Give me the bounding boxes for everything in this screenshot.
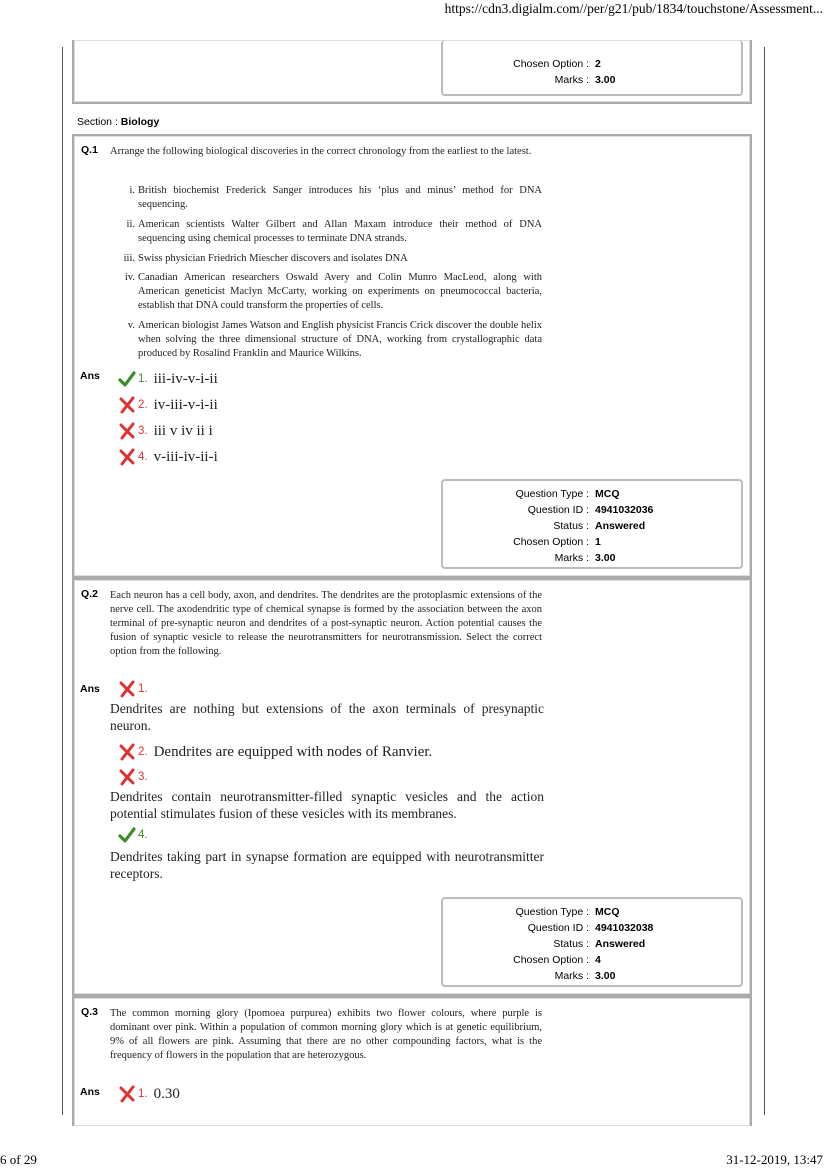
check-icon — [118, 826, 136, 844]
option-number: 4. — [138, 451, 148, 463]
cross-icon — [118, 448, 136, 466]
question-type-value: MCQ — [595, 906, 620, 918]
chosen-option-value: 4 — [595, 954, 601, 966]
list-item-text: American biologist James Watson and English physicist Francis Crick discover the double helix when solving the three dimensional structure of DNA, working from crystallographic data produced by Rosalind Franklin and Maurice Wilkins. — [138, 320, 542, 359]
list-item-text: Swiss physician Friedrich Miescher discovers and isolates DNA — [138, 253, 408, 264]
section-name: Biology — [120, 116, 160, 128]
status-label: Status : — [553, 938, 589, 950]
option-row — [118, 742, 432, 762]
list-item-text: British biochemist Frederick Sanger introduces his ‘plus and minus’ method for DNA sequencing. — [138, 185, 542, 210]
question-id-value: 4941032036 — [595, 504, 654, 516]
chosen-option-value: 1 — [595, 536, 601, 548]
option-number: 3. — [138, 425, 148, 437]
option-row — [118, 767, 148, 787]
page-number: 6 of 29 — [0, 1152, 37, 1167]
check-icon — [118, 370, 136, 388]
section-title — [77, 116, 159, 128]
cross-icon — [118, 422, 136, 440]
list-item-number: iii. — [123, 253, 135, 264]
option-row — [118, 395, 218, 415]
marks-label: Marks : — [554, 970, 589, 982]
chosen-option-value: 2 — [595, 58, 601, 70]
ans-label: Ans — [80, 1086, 100, 1098]
option-text: v-iii-iv-ii-i — [153, 449, 218, 465]
list-item-number: v. — [127, 320, 135, 331]
status-value: Answered — [595, 520, 646, 532]
prev-info-box — [441, 40, 743, 96]
option-row — [118, 1084, 180, 1104]
question-number: Q.1 — [81, 144, 98, 156]
list-item-text: Canadian American researchers Oswald Avery and Colin Munro MacLeod, along with American geneticist Maclyn McCarty, working on experiments on pneumococcal bacteria, establish that DNA could transform the properties of cells. — [138, 272, 542, 311]
cross-icon — [118, 396, 136, 414]
question-id-label: Question ID : — [527, 922, 589, 934]
option-text: Dendrites are nothing but extensions of the axon terminals of presynaptic neuron. — [110, 701, 544, 733]
option-row — [118, 421, 213, 441]
cross-icon — [118, 1085, 136, 1103]
cross-icon — [118, 743, 136, 761]
page-url: https://cdn3.digialm.com//per/g21/pub/1834/touchstone/Assessment... — [444, 1, 823, 16]
marks-label: Marks : — [554, 74, 589, 86]
question-number: Q.2 — [81, 588, 98, 600]
cross-icon — [118, 680, 136, 698]
cross-icon — [118, 768, 136, 786]
marks-value: 3.00 — [595, 552, 616, 564]
option-text: Dendrites taking part in synapse formation are equipped with neurotransmitter receptors. — [110, 849, 544, 881]
question-id-label: Question ID : — [527, 504, 589, 516]
option-text: iii v iv ii i — [153, 423, 213, 439]
ans-label: Ans — [80, 683, 100, 695]
question-number: Q.3 — [81, 1006, 98, 1018]
option-number: 1. — [138, 373, 148, 385]
list-item-number: ii. — [126, 219, 135, 230]
option-number: 4. — [138, 829, 148, 841]
option-row — [118, 679, 148, 699]
list-item-number: iv. — [124, 272, 135, 283]
option-row — [118, 369, 218, 389]
question-id-value: 4941032038 — [595, 922, 654, 934]
question-type-label: Question Type : — [515, 488, 589, 500]
question-text: Each neuron has a cell body, axon, and dendrites. The dendrites are the protoplasmic extensions of the nerve cell. The axodendritic type of chemical synapse is formed by the association between the axon terminal of pre-synaptic neuron and dendrites of a post-synaptic neuron. Action potential causes the fusion of synaptic vesicle to release the neurotransmitters for neurotransmission. Select the correct option from the following. — [110, 590, 542, 657]
option-number: 1. — [138, 683, 148, 695]
page-border-right — [764, 47, 765, 1115]
option-text: iv-iii-v-i-ii — [153, 397, 218, 413]
option-number: 2. — [138, 746, 148, 758]
marks-value: 3.00 — [595, 970, 616, 982]
option-number: 1. — [138, 1088, 148, 1100]
question-type-value: MCQ — [595, 488, 620, 500]
question-type-label: Question Type : — [515, 906, 589, 918]
status-value: Answered — [595, 938, 646, 950]
question-text: Arrange the following biological discoveries in the correct chronology from the earliest to the latest. — [110, 146, 532, 157]
section-label: Section : — [77, 116, 118, 128]
option-number: 2. — [138, 399, 148, 411]
option-text: Dendrites contain neurotransmitter-filled synaptic vesicles and the action potential stimulates fusion of these vesicles with its membranes. — [110, 789, 544, 821]
page-border-left — [62, 47, 63, 1115]
list-item-text: American scientists Walter Gilbert and Allan Maxam introduce their method of DNA sequencing using chemical processes to terminate DNA strands. — [138, 219, 542, 244]
option-text: 0.30 — [153, 1086, 180, 1102]
question-text: The common morning glory (Ipomoea purpurea) exhibits two flower colours, where purple is dominant over pink. Within a population of common morning glory which is at genetic equilibrium, 9% of all flowers are pink. Assuming that there are no other compounding factors, what is the frequency of flowers in the population that are heterozygous. — [110, 1008, 542, 1061]
list-item-number: i. — [129, 185, 135, 196]
print-datetime: 31-12-2019, 13:47 — [726, 1152, 823, 1167]
option-row — [118, 825, 148, 845]
option-row — [118, 447, 218, 467]
marks-value: 3.00 — [595, 74, 616, 86]
option-text: Dendrites are equipped with nodes of Ranvier. — [153, 744, 433, 760]
chosen-option-label: Chosen Option : — [513, 58, 589, 70]
option-text: iii-iv-v-i-ii — [153, 371, 218, 387]
chosen-option-label: Chosen Option : — [513, 954, 589, 966]
option-number: 3. — [138, 771, 148, 783]
status-label: Status : — [553, 520, 589, 532]
chosen-option-label: Chosen Option : — [513, 536, 589, 548]
question-info-box — [441, 479, 743, 569]
marks-label: Marks : — [554, 552, 589, 564]
ans-label: Ans — [80, 370, 100, 382]
question-info-box — [441, 897, 743, 987]
